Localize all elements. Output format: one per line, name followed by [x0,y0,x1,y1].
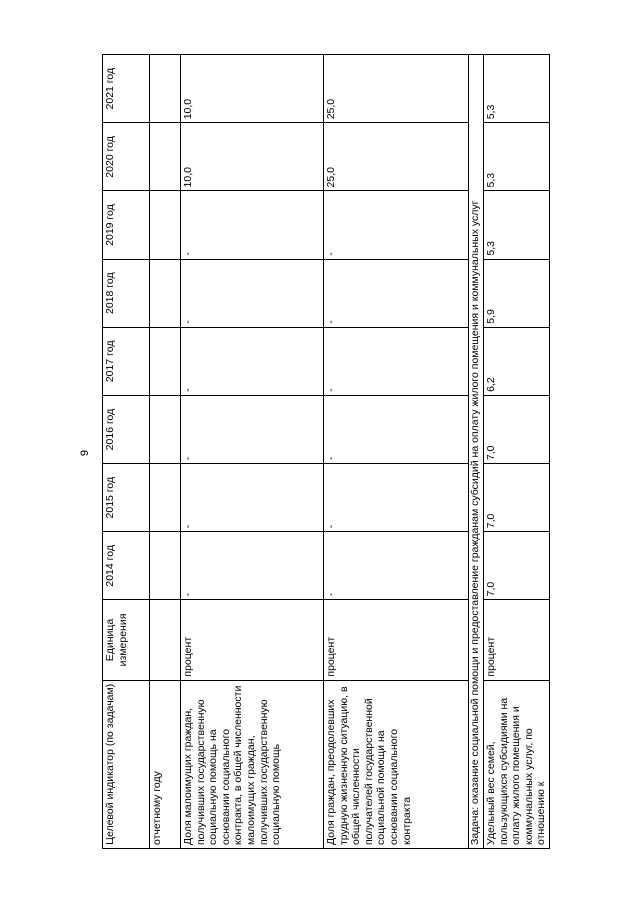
page-number: 9 [79,449,91,457]
unit-cell [150,600,181,680]
value-cell: 10,0 [181,123,324,191]
table-row [324,55,469,849]
value-cell [150,395,181,463]
value-cell [150,464,181,532]
table-row [150,55,181,849]
value-cell: - [324,259,469,327]
unit-cell: процент [324,600,469,680]
header-row [103,55,150,849]
value-cell: 5,3 [484,123,550,191]
value-cell: 25,0 [324,55,469,123]
value-cell: 5,9 [484,259,550,327]
header-year: 2017 год [103,327,150,395]
value-cell: 5,3 [484,191,550,259]
value-cell [150,191,181,259]
value-cell: 5,3 [484,55,550,123]
value-cell: - [181,532,324,600]
value-cell [150,532,181,600]
value-cell [150,259,181,327]
header-year: 2019 год [103,191,150,259]
table-row [181,55,324,849]
indicator-cell: отчетному году [150,680,181,848]
value-cell: 10,0 [181,55,324,123]
header-year: 2014 год [103,532,150,600]
header-year: 2018 год [103,259,150,327]
value-cell [150,327,181,395]
value-cell: 25,0 [324,123,469,191]
value-cell: - [324,532,469,600]
value-cell: 7,0 [484,532,550,600]
value-cell: - [181,327,324,395]
header-year: 2015 год [103,464,150,532]
value-cell: 7,0 [484,464,550,532]
value-cell [150,123,181,191]
indicator-cell: Доля малоимущих граждан, получивших государственную социальную помощь на основании социального контракта, в общей численности малоимущих граждан, получивших государственную социальную помощь [181,680,324,848]
header-indicator: Целевой индикатор (по задачам) [103,680,150,848]
header-unit: Единица измерения [103,600,150,680]
rotated-table-container [102,54,548,849]
task-row [469,55,484,849]
value-cell: - [181,259,324,327]
value-cell: - [181,395,324,463]
header-year: 2016 год [103,395,150,463]
value-cell: - [324,395,469,463]
value-cell: 7,0 [484,395,550,463]
value-cell: - [324,191,469,259]
unit-cell: процент [181,600,324,680]
unit-cell: процент [484,600,550,680]
target-indicators-table [102,54,550,849]
table-row [484,55,550,849]
indicator-cell: Удельный вес семей, пользующихся субсидиями на оплату жилого помещения и коммунальных услуг, по отношению к [484,680,550,848]
task-cell: Задача: оказание социальной помощи и предоставление гражданам субсидий на оплату жилого помещения и коммунальных услуг [469,55,484,849]
indicator-cell: Доля граждан, преодолевших трудную жизненную ситуацию, в общей численности получателей государственной социальной помощи на основании социального контракта [324,680,469,848]
value-cell: - [181,464,324,532]
header-year: 2021 год [103,55,150,123]
value-cell: - [324,464,469,532]
value-cell: - [324,327,469,395]
value-cell [150,55,181,123]
header-year: 2020 год [103,123,150,191]
value-cell: - [181,191,324,259]
value-cell: 6,2 [484,327,550,395]
